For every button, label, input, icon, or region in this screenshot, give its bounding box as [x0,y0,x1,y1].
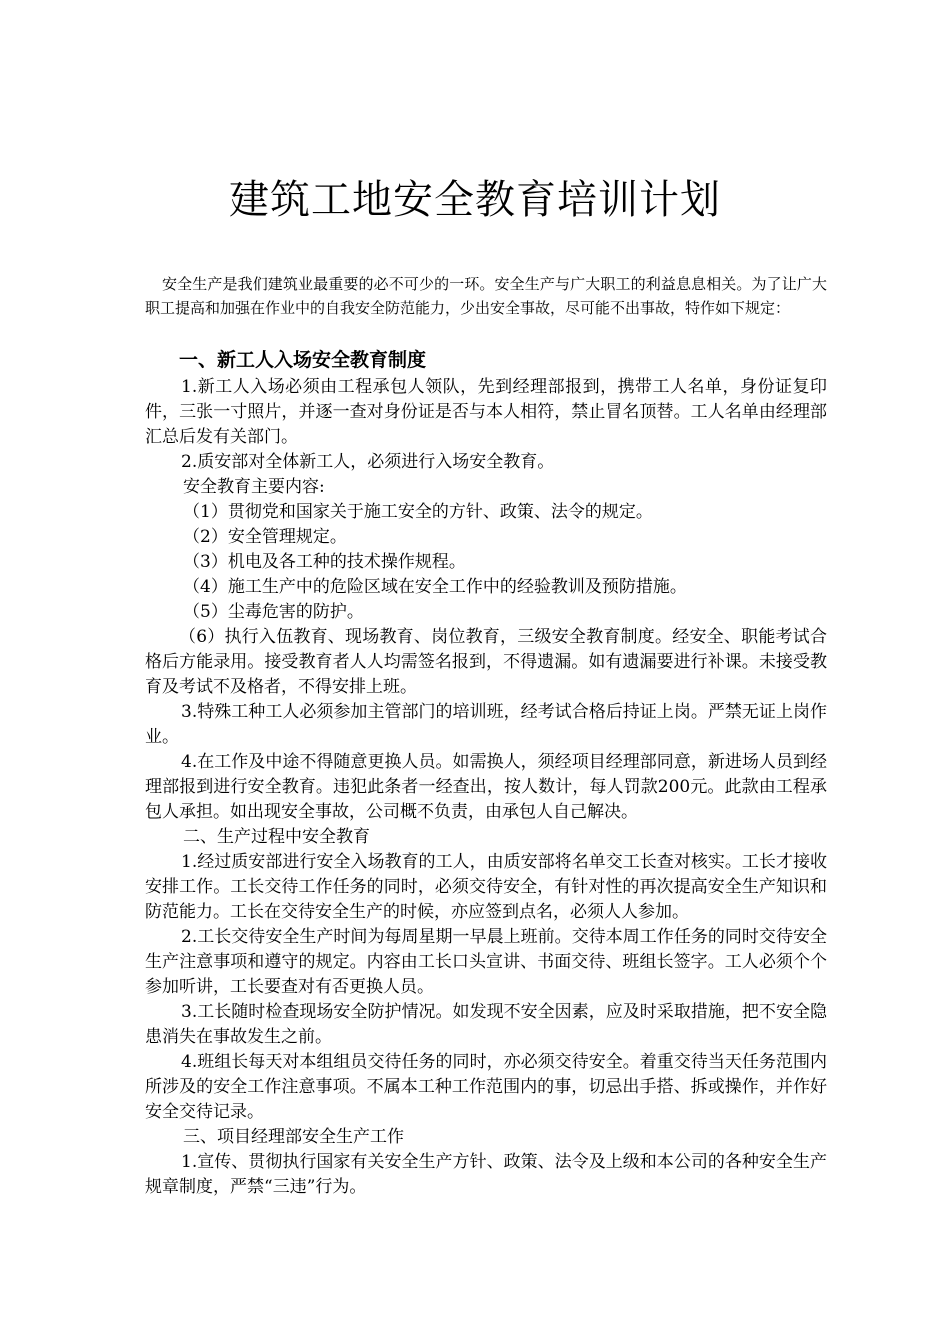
section-3-heading: 三、项目经理部安全生产工作 [183,1127,404,1147]
document-body [145,345,827,1200]
section-1-paragraph-4: 4.在工作及中途不得随意更换人员。如需换人，须经项目经理部同意，新进场人员到经理部报到进行安全教育。违犯此条者一经查出，按人数计，每人罚款200元。此款由工程承包人承担。如出现安全事故，公司概不负责，由承包人自己解决。 [145,752,827,822]
list-item: （1）贯彻党和国家关于施工安全的方针、政策、法令的规定。 [183,502,653,522]
intro-paragraph: 安全生产是我们建筑业最重要的必不可少的一环。安全生产与广大职工的利益息息相关。为了让广大职工提高和加强在作业中的自我安全防范能力，少出安全事故，尽可能不出事故，特作如下规定： [145,275,827,317]
document-title: 建筑工地安全教育培训计划 [229,177,721,223]
section-1-paragraph-1: 1.新工人入场必须由工程承包人领队，先到经理部报到，携带工人名单，身份证复印件，三张一寸照片，并逐一查对身份证是否与本人相符，禁止冒名顶替。工人名单由经理部汇总后发有关部门。 [145,377,827,447]
section-1-paragraph-3: 3.特殊工种工人必须参加主管部门的培训班，经考试合格后持证上岗。严禁无证上岗作业。 [145,702,827,747]
section-1-heading: 一、新工人入场安全教育制度 [179,349,427,371]
list-item: （4）施工生产中的危险区域在安全工作中的经验教训及预防措施。 [183,577,687,597]
list-item: （2）安全管理规定。 [183,527,347,547]
list-item-6: （6）执行入伍教育、现场教育、岗位教育，三级安全教育制度。经安全、职能考试合格后方能录用。接受教育者人人均需签名报到，不得遗漏。如有遗漏要进行补课。未接受教育及考试不及格者，不得安排上班。 [145,627,827,697]
list-item: （5）尘毒危害的防护。 [183,602,364,622]
section-2-paragraph-1: 1.经过质安部进行安全入场教育的工人，由质安部将名单交工长查对核实。工长才接收安排工作。工长交待工作任务的同时，必须交待安全，有针对性的再次提高安全生产知识和防范能力。工长在交待安全生产的时候，亦应签到点名，必须人人参加。 [145,852,827,922]
section-3-paragraph-1: 1.宣传、贯彻执行国家有关安全生产方针、政策、法令及上级和本公司的各种安全生产规章制度，严禁“三违”行为。 [145,1152,827,1197]
section-2-paragraph-2: 2.工长交待安全生产时间为每周星期一早晨上班前。交待本周工作任务的同时交待安全生产注意事项和遵守的规定。内容由工长口头宣讲、书面交待、班组长签字。工人必须个个参加听讲，工长要查对有否更换人员。 [145,927,827,997]
section-2-heading: 二、生产过程中安全教育 [183,827,370,847]
section-1-paragraph-2: 2.质安部对全体新工人，必须进行入场安全教育。 [181,452,555,472]
section-2-paragraph-3: 3.工长随时检查现场安全防护情况。如发现不安全因素，应及时采取措施，把不安全隐患消失在事故发生之前。 [145,1002,827,1047]
list-item: （3）机电及各工种的技术操作规程。 [183,552,466,572]
safety-content-heading: 安全教育主要内容: [183,477,325,497]
section-2-paragraph-4: 4.班组长每天对本组组员交待任务的同时，亦必须交待安全。着重交待当天任务范围内所涉及的安全工作注意事项。不属本工种工作范围内的事，切忌出手搭、拆或操作，并作好安全交待记录。 [145,1052,827,1122]
